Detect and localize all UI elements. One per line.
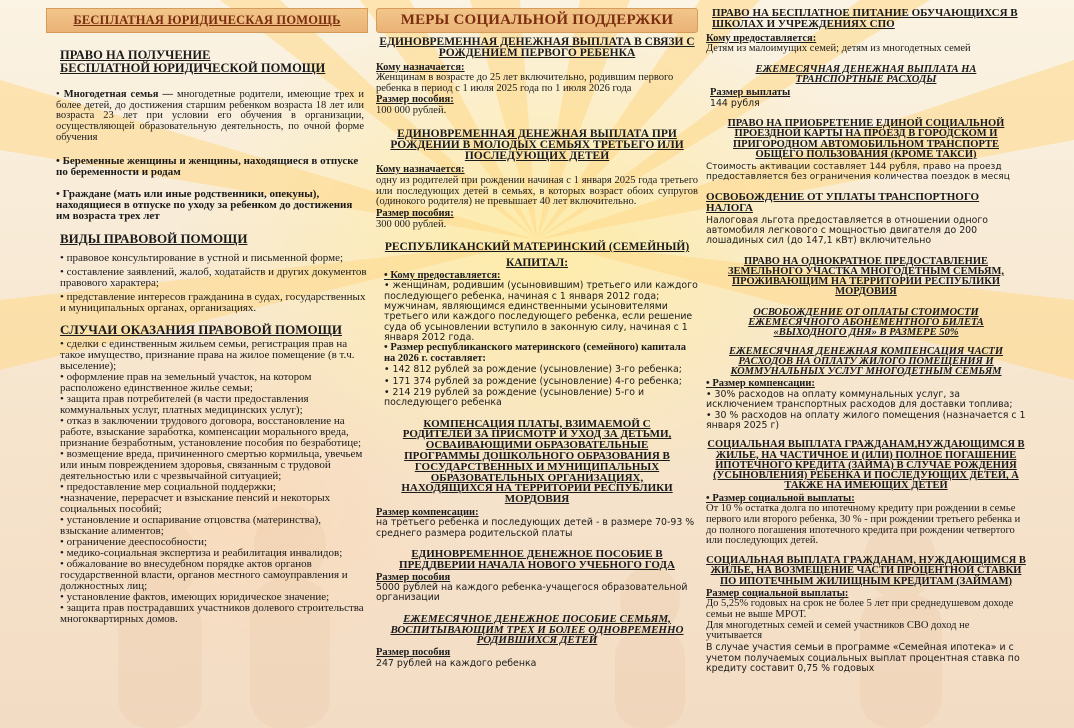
aid-case-item: • установление и оспаривание отцовства (материнства), взыскание алиментов; [60,514,322,538]
aid-types-list [46,250,368,315]
triplets-allowance-label: Размер пособия [376,647,451,659]
mortgage-repayment-text: От 10 % остатка долга по ипотечному кредиту при рождении в семье первого или второго ребенка, 30 % - при рождении третьего ребенка и до полного погашения ипотечного кредита при рождении четвертого или последующих детей. [706,503,1021,547]
first-child-amount-text: 100 000 рублей. [376,104,447,116]
school-year-allowance-text: 5000 рублей на каждого ребенка-учащегося образовательной организации [376,582,688,604]
aid-case-text: отказ в заключении трудового договора, восстановление на работе, взыскание заработка, компенсации морального вреда, признание безработным, установление пособия по безработице; [60,415,362,450]
housing-compensation-item: • 30% расходов на оплату коммунальных услуг, за исключением транспортных расходов для доставки топлива; [706,388,1013,411]
aid-case-item: • отказ в заключении трудового договора, восстановление на работе, взыскание заработка, компенсации морального вреда, признание безработным, установление пособия по безработице; [60,415,362,450]
kindergarten-compensation-text: на третьего ребенка и последующих детей - в размере 70-93 % среднего размера родительской платы [376,517,695,539]
kindergarten-compensation-label: Размер компенсации: [376,506,479,518]
legal-aid-right-title-1: ПРАВО НА ПОЛУЧЕНИЕ [60,48,211,62]
young-family-title: ЕДИНОВРЕМЕННАЯ ДЕНЕЖНАЯ ВЫПЛАТА ПРИ РОЖДЕНИИ В МОЛОДЫХ СЕМЬЯХ ТРЕТЬЕГО ИЛИ ПОСЛЕДУЮЩИХ ДЕТЕЙ [390,127,684,163]
maternity-capital-title-1: РЕСПУБЛИКАНСКИЙ МАТЕРИНСКИЙ (СЕМЕЙНЫЙ) [384,241,690,254]
aid-case-item: • возмещение вреда, причиненного смертью кормильца, увечьем или иным повреждением здоровья, связанным с трудовой деятельностью или с чрезвычайной ситуацией; [60,448,363,483]
housing-compensation-title: ЕЖЕМЕСЯЧНАЯ ДЕНЕЖНАЯ КОМПЕНСАЦИЯ ЧАСТИ РАСХОДОВ НА ОПЛАТУ ЖИЛОГО ПОМЕЩЕНИЯ И КОММУНАЛЬНЫХ УСЛУГ МНОГОДЕТНЫМ СЕМЬЯМ [729,345,1003,378]
aid-case-item: • защита прав пострадавших участников долевого строительства многоквартирных домов. [60,602,364,626]
maternity-capital-recipient-label-text: Кому предоставляется: [390,269,501,281]
transport-payment-label: Размер выплаты [710,87,791,99]
school-year-allowance-label: Размер пособия [376,571,451,583]
aid-type-item: • правовое консультирование в устной и письменной форме; [60,251,344,264]
aid-case-item: • защита прав потребителей (в части предоставления коммунальных услуг, платных медицинских услуг); [60,393,309,417]
transport-tax-title: ОСВОБОЖДЕНИЕ ОТ УПЛАТЫ ТРАНСПОРТНОГО НАЛОГА [706,191,980,214]
mortgage-interest-text-2: Для многодетных семей и семей участников СВО доход не учитывается [706,619,970,642]
kindergarten-compensation-title: КОМПЕНСАЦИЯ ПЛАТЫ, ВЗИМАЕМОЙ С РОДИТЕЛЕЙ ЗА ПРИСМОТР И УХОД ЗА ДЕТЬМИ, ОСВАИВАЮЩИМИ ОБРАЗОВАТЕЛЬНЫЕ ПРОГРАММЫ ДОШКОЛЬНОГО ОБРАЗОВАНИЯ В ГОСУДАРСТВЕННЫХ И МУНИЦИПАЛЬНЫХ ОБРАЗОВАТЕЛЬНЫХ ОРГАНИЗАЦИЯХ, НАХОДЯЩИХСЯ НА ТЕРРИТОРИИ РЕСПУБЛИКИ МОРДОВИЯ [401,417,673,506]
mortgage-repayment-label: • Размер социальной выплаты: [706,492,855,504]
aid-case-text: обжалование во внесудебном порядке актов органов государственной власти, органов местного самоуправления и должностных лиц; [60,558,348,593]
social-support-column [376,8,698,722]
aid-case-item: • оформление прав на земельный участок, на котором расположено единственное жилье семьи; [60,371,312,395]
legal-aid-column [46,8,368,722]
aid-case-item: • ограничение дееспособности; [60,536,208,549]
legal-aid-right-title-2: БЕСПЛАТНОЙ ЮРИДИЧЕСКОЙ ПОМОЩИ [60,60,326,75]
maternity-capital-recipient-text: • женщинам, родившим (усыновившим) третьего или каждого последующего ребенка, начиная с 1 января 2012 года; мужчинам, являющимся единственными усыновителями третьего или каждого последующего ребенка, если решение суда об усыновлении вступило в законную силу, начиная с 1 января 2012 года. [384,280,698,343]
young-family-recipient-label: Кому назначается: [376,164,465,176]
aid-case-text: возмещение вреда, причиненного смертью кормильца, увечьем или иным повреждением здоровья, связанным с трудовой деятельностью или с чрезвычайной ситуацией; [60,448,363,483]
transport-payment-title: ЕЖЕМЕСЯЧНАЯ ДЕНЕЖНАЯ ВЫПЛАТА НА ТРАНСПОРТНЫЕ РАСХОДЫ [755,63,977,86]
maternity-capital-amount-text: 171 374 рублей за рождение (усыновление) 4-го ребенка; [392,375,682,387]
aid-case-item: • медико-социальная экспертиза и реабилитация инвалидов; [60,547,343,560]
aid-cases-list [46,339,368,625]
aid-types-title: ВИДЫ ПРАВОВОЙ ПОМОЩИ [60,230,248,246]
transport-tax-text: Налоговая льгота предоставляется в отношении одного автомобиля легкового с мощностью двигателя до 200 лошадиных сил (до 147,1 кВт) включительно [706,214,988,247]
maternity-capital-amount-item: • 171 374 рублей за рождение (усыновление) 4-го ребенка; [384,375,682,387]
young-family-amount-label: Размер пособия: [376,208,454,220]
free-meals-text: Детям из малоимущих семей; детям из многодетных семей [706,43,971,55]
aid-case-item: • предоставление мер социальной поддержки; [60,481,276,494]
first-child-recipient-label: Кому назначается: [376,61,465,73]
aid-case-item: • обжалование во внесудебном порядке актов органов государственной власти, органов местного самоуправления и должностных лиц; [60,558,348,593]
maternity-capital-recipient-label: • Кому предоставляется: [384,269,501,281]
parental-leave-text: Граждане (мать или иные родственники, опекуны), находящиеся в отпуске по уходу за ребенком до достижения им возраста трех лет [56,187,353,222]
maternity-capital-amount-item: • 142 812 рублей за рождение (усыновление) 3-го ребенка; [384,364,682,376]
pregnant-women-text: Беременные женщины и женщины, находящиеся в отпуске по беременности и родам [56,154,359,178]
mortgage-repayment-label-text: Размер социальной выплаты: [712,492,855,504]
first-child-amount-label: Размер пособия: [376,94,454,106]
housing-compensation-label-text: Размер компенсации: [712,378,815,390]
aid-case-item: • сделки с единственным жильем семьи, регистрация прав на такое имущество, признание права на жилое помещение (в т.ч. выселение); [60,338,355,373]
aid-type-text: составление заявлений, жалоб, ходатайств и других документов правового характера; [60,266,367,290]
aid-case-text: медико-социальная экспертиза и реабилитация инвалидов; [66,547,343,560]
maternity-capital-amount-text: 142 812 рублей за рождение (усыновление) 3-го ребенка; [392,364,682,376]
young-family-amount-text: 300 000 рублей. [376,218,447,230]
maternity-capital-amount-label: • Размер республиканского материнского (семейного) капитала на 2026 г. составляет: [384,342,686,364]
aid-type-item: • представление интересов гражданина в судах, государственных и муниципальных органах, организациях. [60,291,366,315]
aid-case-item: •назначение, перерасчет и взыскание пенсий и некоторых социальных пособий; [60,492,331,516]
social-support-banner: МЕРЫ СОЦИАЛЬНОЙ ПОДДЕРЖКИ [376,8,698,33]
weekend-ticket-title: ОСВОБОЖДЕНИЕ ОТ ОПЛАТЫ СТОИМОСТИ ЕЖЕМЕСЯЧНОГО АБОНЕМЕНТНОГО БИЛЕТА «ВЫХОДНОГО ДНЯ» В РАЗМЕРЕ 50% [748,306,984,339]
mortgage-interest-text-1: До 5,25% годовых на срок не более 5 лет при среднедушевом доходе семьи не выше МРОТ. [706,598,1014,621]
mortgage-repayment-title: СОЦИАЛЬНАЯ ВЫПЛАТА ГРАЖДАНАМ,НУЖДАЮЩИМСЯ В ЖИЛЬЕ, НА ЧАСТИЧНОЕ И (ИЛИ) ПОЛНОЕ ПОГАШЕНИЕ ИПОТЕЧНОГО КРЕДИТА (ЗАЙМА) В СЛУЧАЕ РОЖДЕНИЯ (УСЫНОВЛЕНИЯ) РЕБЕНКА И ПОСЛЕДУЮЩИХ ДЕТЕЙ, А ТАКЖЕ НА ИМЕЮЩИХ ДЕТЕЙ [707,439,1025,492]
mortgage-interest-text-3: В случае участия семьи в программе «Семейная ипотека» и с учетом получаемых социальных выплат процентная ставка по кредиту составит 0,75 % годовых [706,642,1020,674]
aid-type-text: правовое консультирование в устной и письменной форме; [66,251,344,264]
benefits-column [706,8,1026,722]
pregnant-women-paragraph: • Беременные женщины и женщины, находящиеся в отпуске по беременности и родам [56,154,359,178]
housing-compensation-text: 30% расходов на оплату коммунальных услуг, за исключением транспортных расходов для доставки топлива; [706,388,1013,411]
maternity-capital-amount-item: • 214 219 рублей за рождение (усыновление) 5-го и последующего ребенка [384,387,645,409]
free-meals-title: ПРАВО НА БЕСПЛАТНОЕ ПИТАНИЕ ОБУЧАЮЩИХСЯ В ШКОЛАХ И УЧРЕЖДЕНИЯХ СПО [712,8,1018,30]
aid-case-text: защита прав потребителей (в части предоставления коммунальных услуг, платных медицинских услуг); [60,393,309,417]
maternity-capital-recipient-body: женщинам, родившим (усыновившим) третьего или каждого последующего ребенка, начиная с 1 января 2012 года; мужчинам, являющимся единственными усыновителями третьего или каждого последующего ребенка, если решение суда об усыновлении вступило в законную силу, начиная с 1 января 2012 года. [384,280,698,343]
transit-card-title: ПРАВО НА ПРИОБРЕТЕНИЕ ЕДИНОЙ СОЦИАЛЬНОЙ ПРОЕЗДНОЙ КАРТЫ НА ПРОЕЗД В ГОРОДСКОМ И ПРИГОРОДНОМ АВТОМОБИЛЬНОМ ТРАНСПОРТЕ ОБЩЕГО ПОЛЬЗОВАНИЯ (КРОМЕ ТАКСИ) [727,118,1005,160]
housing-compensation-text: 30 % расходов на оплату жилого помещения (назначается с 1 января 2025 г) [706,409,1026,431]
aid-case-text: сделки с единственным жильем семьи, регистрация прав на такое имущество, признание права на жилое помещение (в т.ч. выселение); [60,338,355,373]
legal-aid-banner: БЕСПЛАТНАЯ ЮРИДИЧЕСКАЯ ПОМОЩЬ [46,8,368,33]
housing-compensation-item: • 30 % расходов на оплату жилого помещения (назначается с 1 января 2025 г) [706,409,1026,431]
transit-card-text: Стоимость активации составляет 144 рубля, право на проезд предоставляется без ограничения количества поездок в месяц [706,162,1010,183]
triplets-allowance-title: ЕЖЕМЕСЯЧНОЕ ДЕНЕЖНОЕ ПОСОБИЕ СЕМЬЯМ, ВОСПИТЫВАЮЩИМ ТРЕХ И БОЛЕЕ ОДНОВРЕМЕННО РОДИВШИХСЯ ДЕТЕЙ [390,612,684,647]
maternity-capital-title-2: КАПИТАЛ: [505,256,569,269]
housing-compensation-label: • Размер компенсации: [706,378,815,390]
first-child-recipient-text: Женщинам в возрасте до 25 лет включительно, родившим первого ребенка в период с 1 июля 2025 года по 1 июля 2026 года [376,72,674,94]
large-family-bold: Многодетная семья — [63,89,173,100]
large-family-text: многодетные родители, имеющие трех и более детей, до достижения старшим ребенком возраста 18 лет или возраста 23 лет при условии его обучения в организации, осуществляющей образовательную деятельность, по очной форме обучения [56,89,364,143]
free-meals-label: Кому предоставляется: [706,32,817,44]
parental-leave-paragraph: • Граждане (мать или иные родственники, опекуны), находящиеся в отпуске по уходу за ребенком до достижения им возраста трех лет [56,187,353,222]
aid-type-text: представление интересов гражданина в судах, государственных и муниципальных органах, организациях. [60,291,366,315]
aid-case-text: установление и оспаривание отцовства (материнства), взыскание алиментов; [60,514,322,538]
land-plot-title: ПРАВО НА ОДНОКРАТНОЕ ПРЕДОСТАВЛЕНИЕ ЗЕМЕЛЬНОГО УЧАСТКА МНОГОДЕТНЫМ СЕМЬЯМ, ПРОЖИВАЮЩИМ НА ТЕРРИТОРИИ РЕСПУБЛИКИ МОРДОВИЯ [727,255,1005,298]
transport-payment-text: 144 рубля [710,97,760,109]
mortgage-interest-title: СОЦИАЛЬНАЯ ВЫПЛАТА ГРАЖДАНАМ, НУЖДАЮЩИМСЯ В ЖИЛЬЕ, НА ВОЗМЕЩЕНИЕ ЧАСТИ ПРОЦЕНТНОЙ СТАВКИ ПО ИПОТЕЧНЫМ ЖИЛИЩНЫМ КРЕДИТАМ (ЗАЙМАМ) [706,555,1026,587]
young-family-recipient-text: одну из родителей при рождении начиная с 1 января 2025 года третьего или последующих детей в семьях, в которых возраст обоих супругов (одинокого родителя) не превышает 40 лет включительно. [376,174,698,208]
aid-case-text: назначение, перерасчет и взыскание пенсий и некоторых социальных пособий; [60,492,331,516]
maternity-capital-amount-text: 214 219 рублей за рождение (усыновление) 5-го и последующего ребенка [384,387,645,409]
aid-case-text: оформление прав на земельный участок, на котором расположено единственное жилье семьи; [60,371,312,395]
triplets-allowance-text: 247 рублей на каждого ребенка [376,657,537,669]
maternity-capital-amount-label-text: Размер республиканского материнского (семейного) капитала на 2026 г. составляет: [384,342,686,364]
mortgage-interest-label: Размер социальной выплаты: [706,587,849,599]
aid-case-text: защита прав пострадавших участников долевого строительства многоквартирных домов. [60,602,364,626]
aid-case-text: предоставление мер социальной поддержки; [66,481,276,494]
aid-case-text: ограничение дееспособности; [66,536,208,549]
large-family-paragraph: • Многодетная семья — многодетные родители, имеющие трех и более детей, до достижения старшим ребенком возраста 18 лет или возраста 23 лет при условии его обучения в организации, осуществляющей образовательную деятельность, по очной форме обучения [56,89,364,143]
aid-case-text: установление фактов, имеющих юридическое значение; [66,591,330,604]
aid-case-item: • установление фактов, имеющих юридическое значение; [60,591,330,604]
school-year-allowance-title: ЕДИНОВРЕМЕННОЕ ДЕНЕЖНОЕ ПОСОБИЕ В ПРЕДДВЕРИИ НАЧАЛА НОВОГО УЧЕБНОГО ГОДА [399,548,675,571]
aid-type-item: • составление заявлений, жалоб, ходатайств и других документов правового характера; [60,266,367,290]
maternity-capital-amount-list [376,365,698,408]
first-child-title: ЕДИНОВРЕМЕННАЯ ДЕНЕЖНАЯ ВЫПЛАТА В СВЯЗИ С РОЖДЕНИЕМ ПЕРВОГО РЕБЕНКА [379,36,695,60]
aid-cases-title: СЛУЧАИ ОКАЗАНИЯ ПРАВОВОЙ ПОМОЩИ [60,322,342,338]
